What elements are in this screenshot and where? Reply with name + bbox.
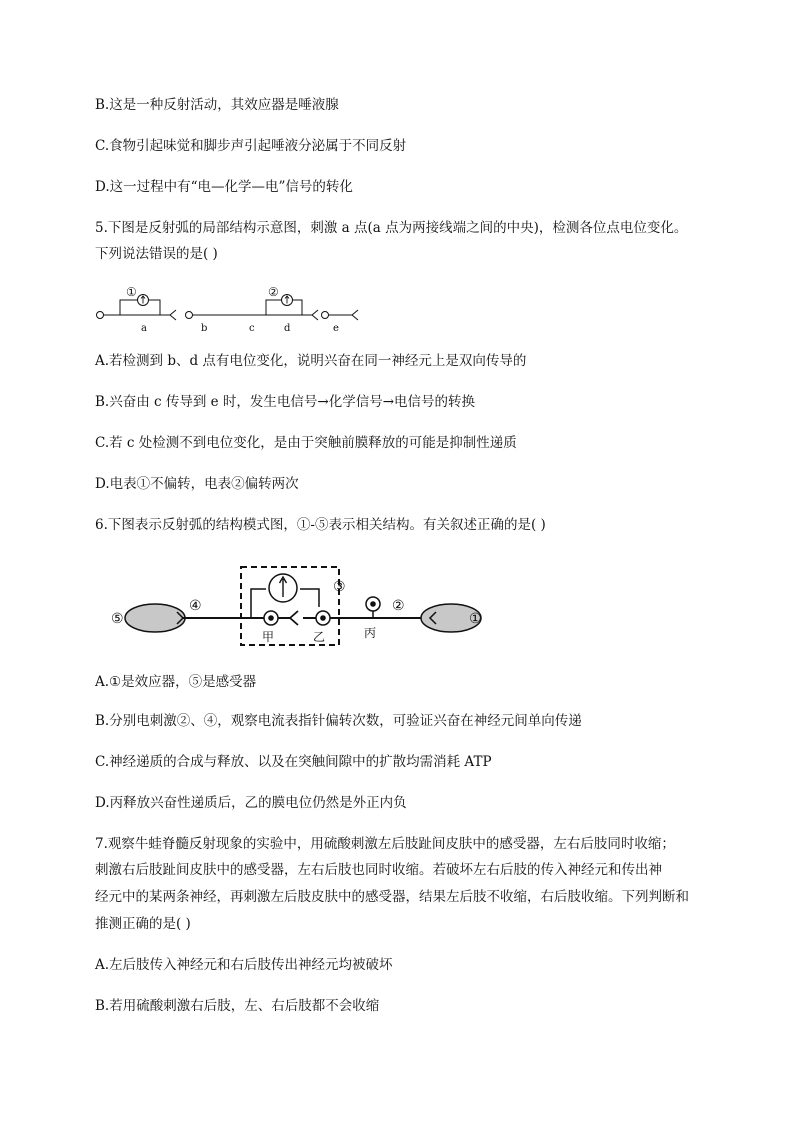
- q6-option-a: A.①是效应器，⑤是感受器: [95, 674, 257, 690]
- q6-label-bing: 丙: [364, 626, 377, 640]
- q5-option-c: C.若 c 处检测不到电位变化，是由于突触前膜释放的可能是抑制性递质: [95, 435, 517, 451]
- q5-point-a: a: [141, 323, 147, 334]
- q5-point-e: e: [333, 323, 339, 334]
- q6-option-c: C.神经递质的合成与释放、以及在突触间隙中的扩散均需消耗 ATP: [95, 754, 492, 770]
- q7-stem-line2: 刺激右后肢趾间皮肤中的感受器，左右后肢也同时收缩。若破坏左右后肢的传入神经元和传出神: [95, 862, 662, 878]
- q7-stem-line4: 推测正确的是( ): [95, 916, 191, 932]
- q6-option-b: B.分别电刺激②、④，观察电流表指针偏转次数，可验证兴奋在神经元间单向传递: [95, 713, 582, 729]
- q6-label-1: ①: [469, 611, 482, 627]
- q5-option-b: B.兴奋由 c 传导到 e 时，发生电信号→化学信号→电信号的转换: [95, 394, 476, 410]
- q4-option-c: C.食物引起味觉和脚步声引起唾液分泌属于不同反射: [95, 138, 407, 154]
- q6-label-jia: 甲: [262, 630, 275, 644]
- q5-cell-body-left: [97, 312, 104, 319]
- q5-stem-line2: 下列说法错误的是( ): [95, 246, 218, 262]
- q7-option-a: A.左后肢传入神经元和右后肢传出神经元均被破坏: [95, 957, 393, 973]
- q4-option-d: D.这一过程中有“电—化学—电”信号的转化: [95, 179, 353, 195]
- q7-option-b: B.若用硫酸刺激右后肢，左、右后肢都不会收缩: [95, 998, 380, 1014]
- q5-cell-body-right: [322, 312, 329, 319]
- q5-cell-body-middle: [186, 312, 193, 319]
- q5-meter-1-label: ①: [126, 285, 137, 299]
- q5-option-a: A.若检测到 b、d 点有电位变化，说明兴奋在同一神经元上是双向传导的: [95, 353, 527, 369]
- q5-point-d: d: [284, 323, 291, 334]
- q5-point-c: c: [249, 323, 255, 334]
- q6-label-yi: 乙: [313, 630, 326, 644]
- q4-option-b: B.这是一种反射活动，其效应器是唾液腺: [95, 97, 339, 113]
- q5-reflex-arc-figure: [90, 280, 370, 340]
- q6-label-5: ⑤: [111, 611, 124, 627]
- q7-stem-line1: 7.观察牛蛙脊髓反射现象的实验中，用硫酸刺激左后肢趾间皮肤中的感受器，左右后肢同时收缩；: [95, 836, 675, 852]
- q5-stem-line1: 5.下图是反射弧的局部结构示意图，刺激 a 点(a 点为两接线端之间的中央)，检测各位点电位变化。: [95, 220, 688, 236]
- q6-label-4: ④: [189, 598, 202, 614]
- q6-reflex-arc-figure: [105, 562, 495, 657]
- q6-option-d: D.丙释放兴奋性递质后，乙的膜电位仍然是外正内负: [95, 795, 407, 811]
- q6-structure-5: [125, 604, 185, 632]
- q5-point-b: b: [201, 323, 208, 334]
- q6-label-2: ②: [392, 598, 405, 614]
- q5-option-d: D.电表①不偏转，电表②偏转两次: [95, 476, 299, 492]
- q5-meter-2-label: ②: [268, 285, 279, 299]
- q6-stem: 6.下图表示反射弧的结构模式图，①-⑤表示相关结构。有关叙述正确的是( ): [95, 517, 546, 533]
- q6-label-3: ③: [333, 579, 346, 595]
- q7-stem-line3: 经元中的某两条神经，再刺激左后肢皮肤中的感受器，结果左后肢不收缩，右后肢收缩。下列判断和: [95, 889, 689, 905]
